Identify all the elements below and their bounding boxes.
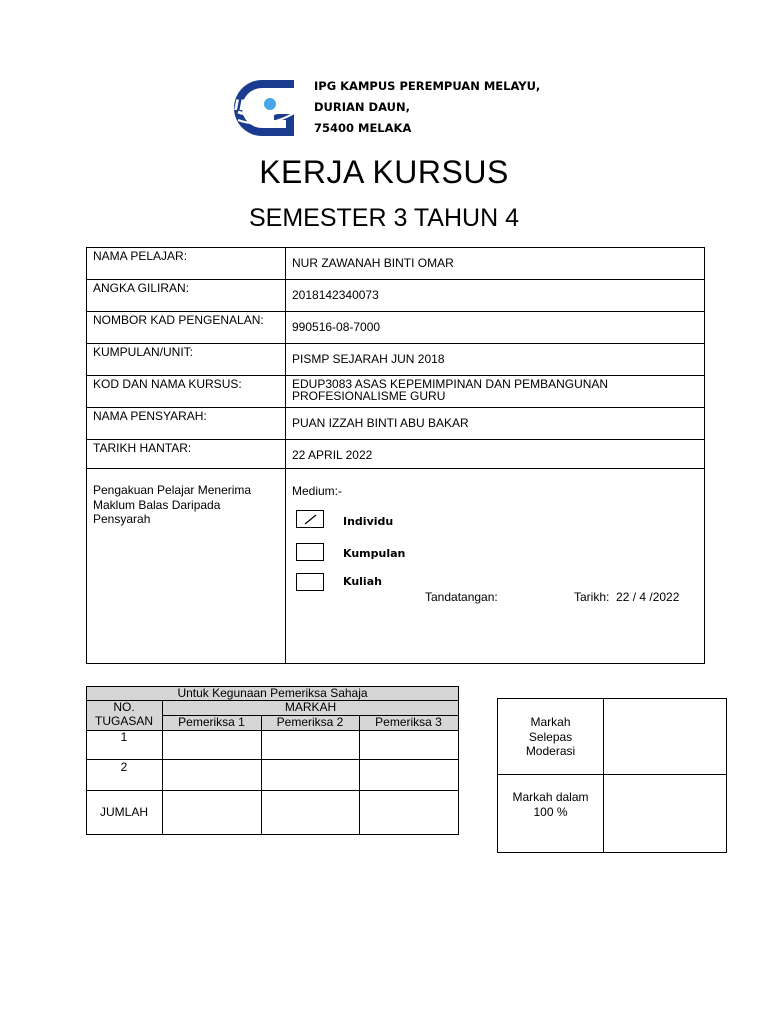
col-header-pemeriksa-2: Pemeriksa 2 [276,715,344,729]
info-value: NUR ZAWANAH BINTI OMAR [292,256,454,270]
info-row-tarikh-hantar [87,440,704,469]
moderation-label [498,715,603,759]
checkmark-icon [297,511,323,527]
date-field [574,590,679,604]
option-label-kuliah: Kuliah [343,575,382,588]
row-label: 1 [120,730,128,744]
info-label: NAMA PELAJAR: [93,249,188,263]
moderation-label-line: Moderasi [525,744,576,758]
row-label: 2 [120,760,128,774]
svg-text:IPG: IPG [234,98,261,114]
medium-label: Medium:- [292,484,343,498]
checkbox-kumpulan[interactable] [296,543,324,561]
info-label: NOMBOR KAD PENGENALAN: [93,313,264,327]
info-label: KUMPULAN/UNIT: [93,345,194,359]
table-border [261,715,262,835]
institution-line: DURIAN DAUN, [314,100,410,114]
percent-label-line: 100 % [533,804,568,819]
info-value: 990516-08-7000 [292,320,381,334]
institution-address [314,76,540,139]
info-value: 2018142340073 [292,288,379,302]
info-label: NAMA PENSYARAH: [93,409,207,423]
percent-label-line: Markah dalam [512,790,589,804]
institution-line: 75400 MELAKA [314,121,412,135]
acknowledgement-label: Pengakuan Pelajar Menerima Maklum Balas Daripada Pensyarah [93,483,252,526]
table-border [359,715,360,835]
col-header-markah: MARKAH [284,700,337,714]
marks-divider [498,774,726,775]
table-border [86,790,459,791]
info-row-kad-pengenalan [87,312,704,344]
examiner-table [86,686,459,835]
info-value: 22 APRIL 2022 [292,448,373,462]
info-row-angka-giliran [87,280,704,312]
moderation-label-line: Selepas [528,729,573,744]
page-title: KERJA KURSUS [259,154,509,190]
table-caption: Untuk Kegunaan Pemeriksa Sahaja [177,686,368,700]
moderation-label-line: Markah [530,715,571,729]
checkbox-kuliah[interactable] [296,573,324,591]
ipg-logo [230,74,300,142]
option-label-individu: Individu [343,515,394,528]
date-label: Tarikh: [574,590,610,604]
marks-divider [603,699,604,852]
date-value: 22 / 4 /2022 [616,590,680,604]
table-border [86,834,459,835]
info-row-kod-kursus [87,376,704,408]
col-header-pemeriksa-1: Pemeriksa 1 [178,715,245,729]
info-row-nama-pelajar [87,248,704,280]
page-subtitle: SEMESTER 3 TAHUN 4 [249,204,519,232]
signature-label: Tandatangan: [425,590,498,604]
option-label-kumpulan: Kumpulan [343,547,406,560]
col-header-pemeriksa-3: Pemeriksa 3 [375,715,442,729]
col-header-tugasan: TUGASAN [94,714,153,728]
info-label: KOD DAN NAMA KURSUS: [93,377,242,391]
table-border [86,759,459,760]
percent-label [498,790,603,819]
row-label-jumlah: JUMLAH [99,805,148,819]
col-header-no: NO. [113,700,135,714]
checkbox-individu[interactable] [296,510,324,528]
marks-box [497,698,727,853]
info-value-line2: PROFESIONALISME GURU [292,389,446,403]
info-label: ANGKA GILIRAN: [93,281,190,295]
institution-line: IPG KAMPUS PEREMPUAN MELAYU, [314,79,541,93]
info-label: TARIKH HANTAR: [93,441,192,455]
info-row-pensyarah [87,408,704,440]
student-info-table [86,247,705,664]
info-value: EDUP3083 ASAS KEPEMIMPINAN DAN PEMBANGUNAN [292,377,609,391]
info-row-kumpulan [87,344,704,376]
info-value: PISMP SEJARAH JUN 2018 [292,352,445,366]
info-value: PUAN IZZAH BINTI ABU BAKAR [292,416,469,430]
